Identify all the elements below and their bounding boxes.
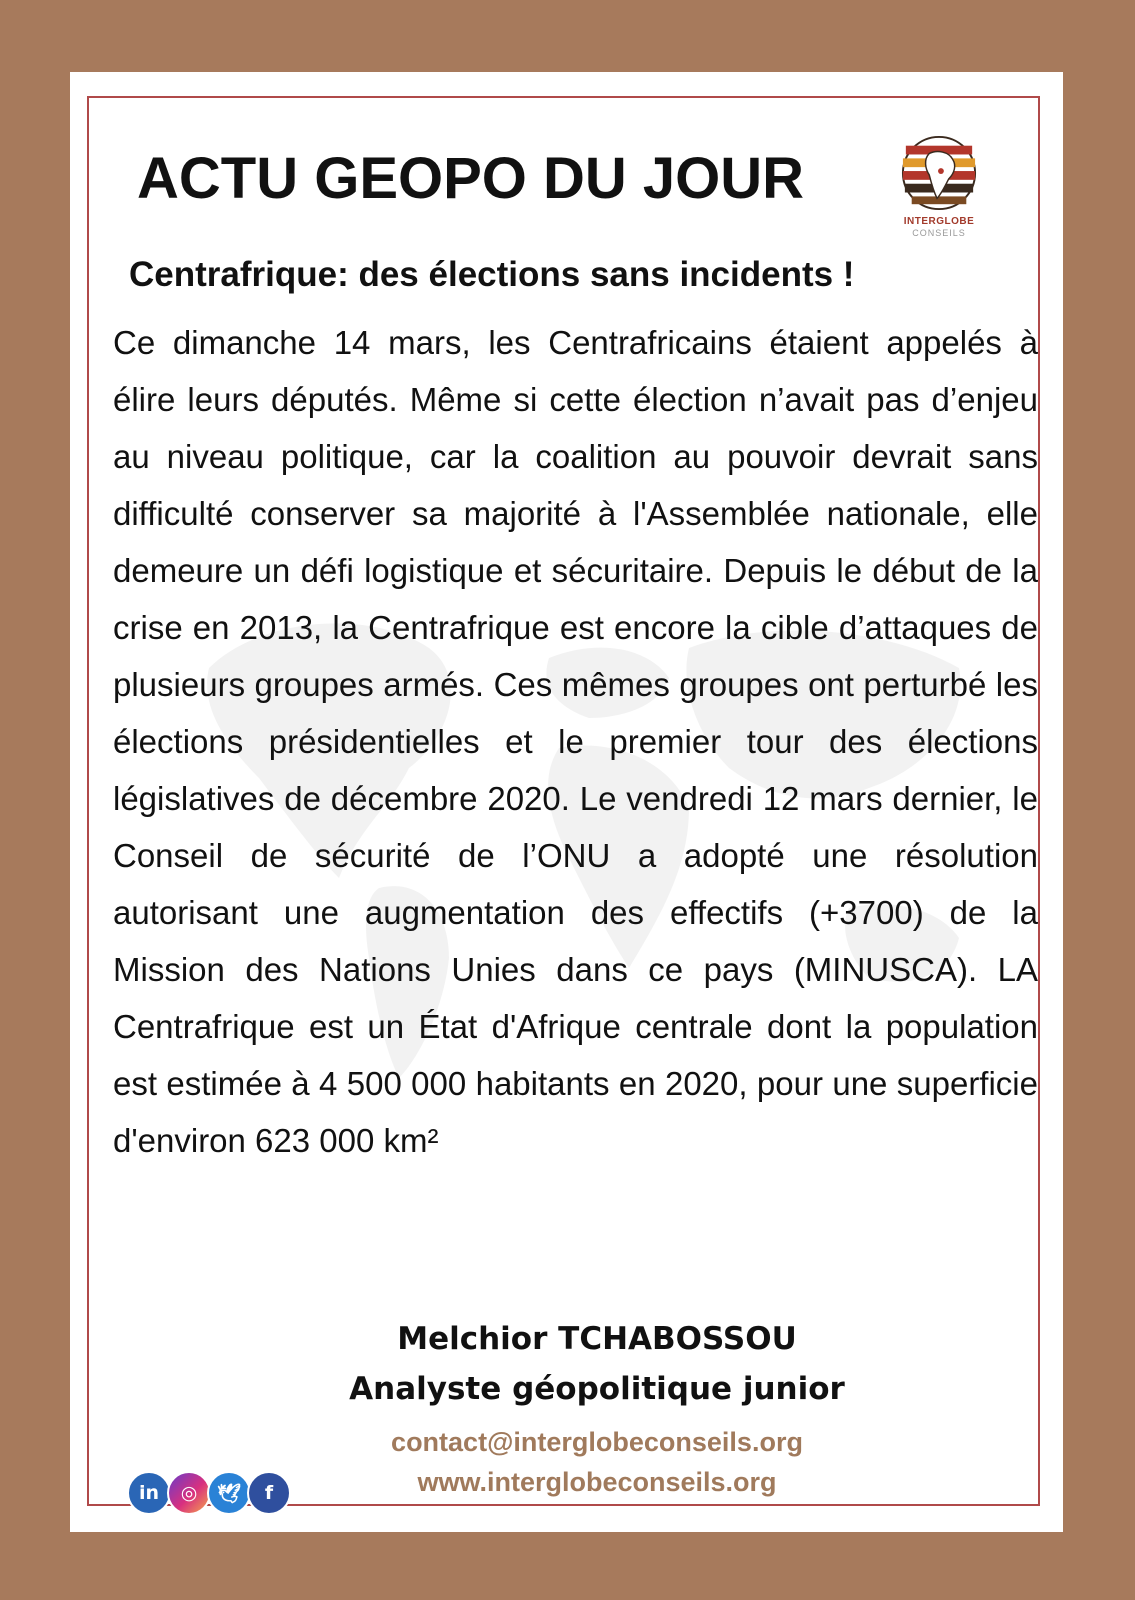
twitter-icon[interactable]: 🕊 <box>207 1471 251 1515</box>
interglobe-logo <box>889 134 989 238</box>
globe-africa-logo-icon <box>900 134 978 212</box>
article-subtitle: Centrafrique: des élections sans incidents ! <box>129 255 855 294</box>
author-role: Analyste géopolitique junior <box>349 1371 845 1407</box>
contact-email[interactable]: contact@interglobeconseils.org <box>391 1427 803 1457</box>
document-card <box>70 72 1063 1532</box>
logo-name: INTERGLOBE <box>903 216 975 227</box>
linkedin-icon[interactable]: in <box>127 1471 171 1515</box>
contact-website[interactable]: www.interglobeconseils.org <box>417 1467 777 1497</box>
logo-subtitle: CONSEILS <box>912 228 966 238</box>
author-block <box>89 1314 1105 1414</box>
instagram-icon[interactable]: ◎ <box>167 1471 211 1515</box>
article-body: Ce dimanche 14 mars, les Centrafricains étaient appelés à élire leurs députés. Même si cette élection n’avait pas d’enjeu au niveau politique, car la coalition au pouvoir devrait sans difficulté conserver sa majorité à l'Assemblée nationale, elle demeure un défi logistique et sécuritaire. Depuis le début de la crise en 2013, la Centrafrique est encore la cible d’attaques de plusieurs groupes armés. Ces mêmes groupes ont perturbé les élections présidentielles et le premier tour des élections législatives de décembre 2020. Le vendredi 12 mars dernier, le Conseil de sécurité de l’ONU a adopté une résolution autorisant une augmentation des effectifs (+3700) de la Mission des Nations Unies dans ce pays (MINUSCA). LA Centrafrique est un État d'Afrique centrale dont la population est estimée à 4 500 000 habitants en 2020, pour une superficie d'environ 623 000 km² <box>113 324 1038 1159</box>
page-title: ACTU GEOPO DU JOUR <box>137 146 805 211</box>
document-frame <box>87 96 1040 1506</box>
author-name: Melchior TCHABOSSOU <box>397 1321 797 1357</box>
social-icons <box>127 1471 287 1515</box>
facebook-icon[interactable]: f <box>247 1471 291 1515</box>
